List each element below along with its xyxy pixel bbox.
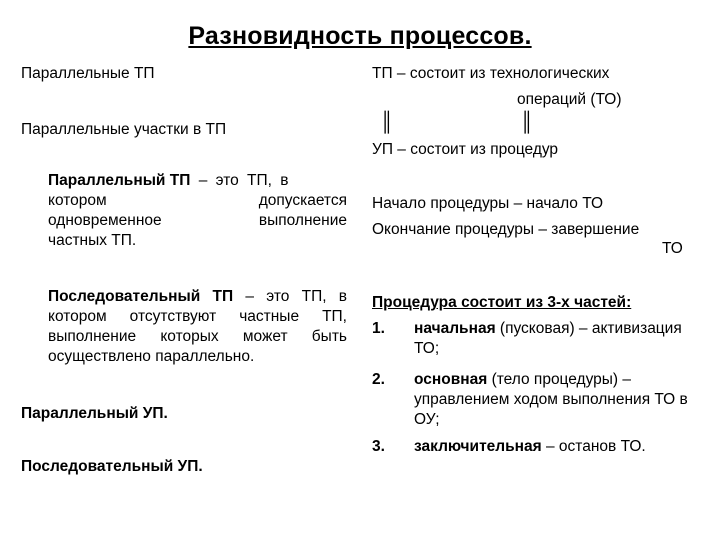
term-parallel-tp: Параллельный ТП — [48, 172, 191, 189]
list-item-text — [414, 370, 690, 430]
right-line-up-consists: УП – состоит из процедур — [372, 141, 559, 158]
left-line-parallel-sections: Параллельные участки в ТП — [21, 121, 227, 138]
word-vypolnenie: выполнение — [258, 212, 347, 229]
left-line-parallel-tp: Параллельные ТП — [21, 65, 155, 82]
definition-parallel-tp-line4: частных ТП. — [48, 232, 137, 249]
definition-parallel-tp-rest: – это ТП, в — [190, 172, 289, 189]
right-line-procedure-end-to: ТО — [662, 240, 683, 257]
word-kotorom: котором — [48, 192, 107, 209]
definition-parallel-tp — [48, 171, 347, 251]
list-item-term: заключительная — [414, 438, 542, 455]
procedure-parts-heading: Процедура состоит из 3-х частей: — [372, 294, 632, 311]
list-item-rest: – останов ТО. — [541, 438, 646, 455]
list-number: 2. — [372, 371, 385, 388]
right-line-tp-consists: ТП – состоит из технологических — [372, 65, 610, 82]
list-item-text — [414, 437, 690, 457]
list-item-rest: (пусковая) – активизация ТО; — [414, 320, 682, 357]
definition-parallel-tp-line1 — [48, 171, 347, 191]
definition-sequential-tp-rest: – это ТП, в котором отсутствуют частные ТП, выполнение которых может быть осуществлено параллельно. — [48, 288, 348, 365]
list-item-text — [414, 319, 690, 359]
definition-parallel-tp-line3 — [48, 211, 347, 231]
definition-sequential-tp — [48, 287, 347, 367]
left-parallel-up: Параллельный УП. — [21, 405, 168, 422]
right-line-procedure-end: Окончание процедуры – завершение — [372, 221, 640, 238]
left-sequential-up: Последовательный УП. — [21, 458, 203, 475]
double-bar-left: ║ — [380, 112, 394, 133]
right-line-tp-operations: операций (ТО) — [517, 91, 622, 108]
term-sequential-tp: Последовательный ТП — [48, 288, 234, 305]
double-bar-right: ║ — [520, 112, 534, 133]
definition-parallel-tp-line2 — [48, 191, 347, 211]
word-odnovremennoe: одновременное — [48, 212, 162, 229]
list-item-rest: (тело процедуры) – управлением ходом выполнения ТО в ОУ; — [414, 371, 688, 428]
list-item-term: начальная — [414, 320, 496, 337]
list-number: 1. — [372, 320, 385, 337]
list-number: 3. — [372, 438, 385, 455]
word-dopuskaetsya: допускается — [258, 192, 347, 209]
slide-title: Разновидность процессов. — [188, 22, 532, 50]
right-line-procedure-start: Начало процедуры – начало ТО — [372, 195, 604, 212]
list-item-term: основная — [414, 371, 488, 388]
